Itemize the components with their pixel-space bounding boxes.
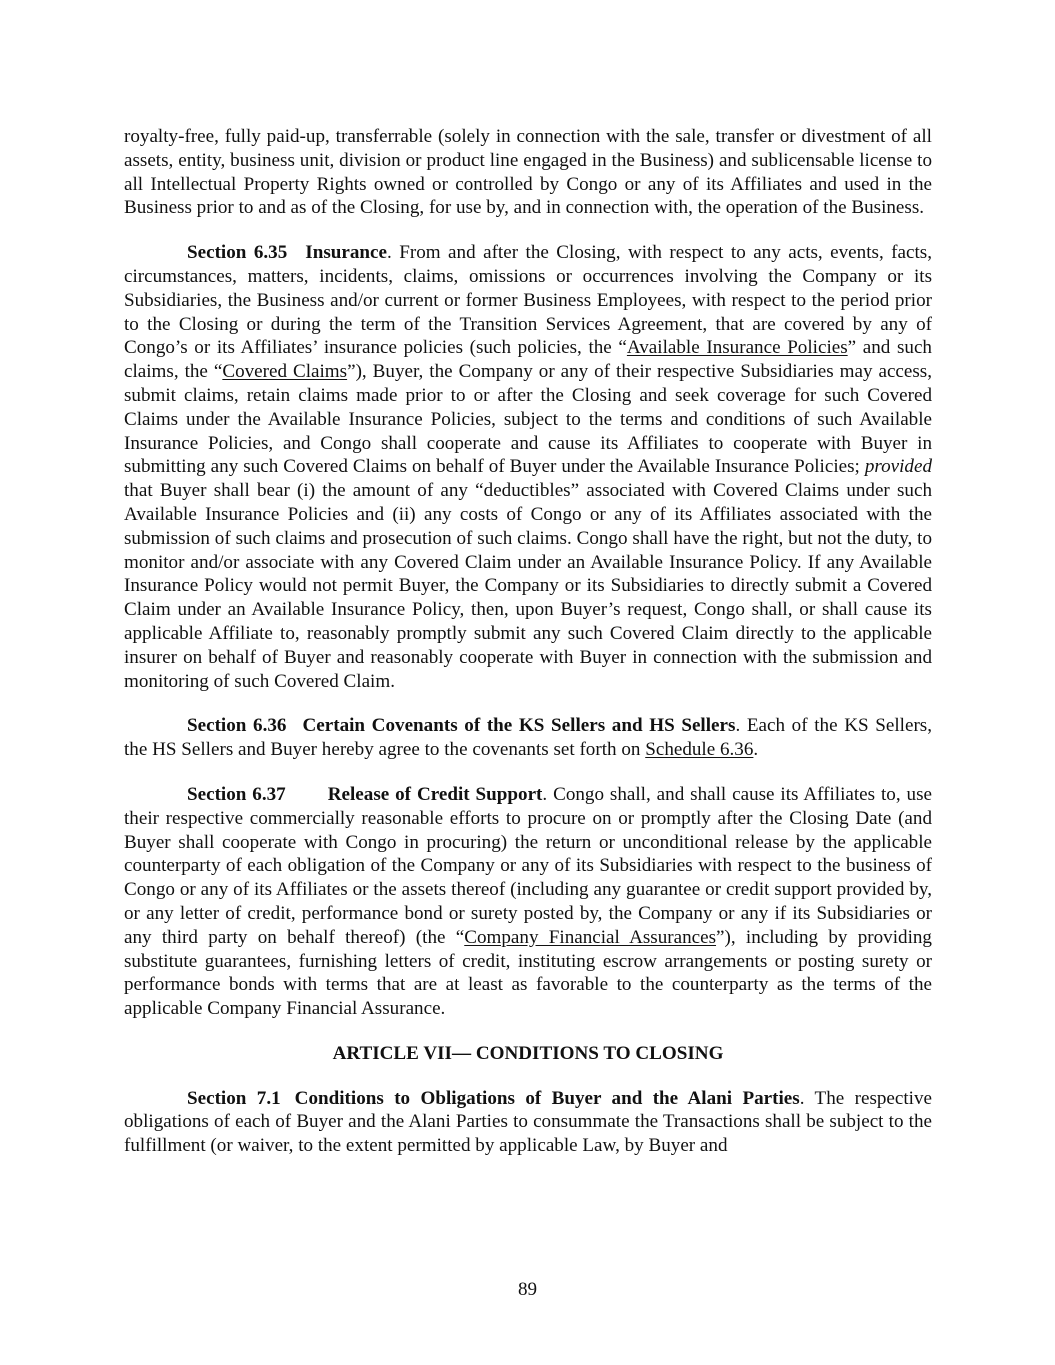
- section-6-37-title: Release of Credit Support: [327, 783, 543, 805]
- section-6-35-paragraph: [124, 241, 932, 693]
- section-6-37-text: ”), including by providing substitute guarantees, furnishing letters of credit, instituting escrow arrangements or posting surety or performance bonds with terms that are at least as favorable to the counterparty as the terms of the applicable Company Financial Assurance.: [124, 926, 932, 1020]
- section-6-36-text: . Each of the KS Sellers, the HS Sellers and Buyer hereby agree to the covenants set forth on: [124, 715, 933, 761]
- section-6-37-paragraph: [124, 783, 932, 1021]
- section-6-36-text: .: [753, 739, 759, 761]
- section-6-35-text: ” and such claims, the “: [124, 337, 932, 383]
- intro-paragraph: [124, 125, 932, 220]
- section-6-35-text: that Buyer shall bear (i) the amount of any “deductibles” associated with Covered Claims under such Available Insurance Policies and (ii) any costs of Congo or any of its Affiliates associated with the submission of such claims and prosecution of such claims. Congo shall have the right, but not the duty, to monitor and/or associate with any Covered Claim under an Available Insurance Policy. If any Available Insurance Policy would not permit Buyer, the Company or its Subsidiaries to directly submit a Covered Claim under an Available Insurance Policy, then, upon Buyer’s request, Congo shall, or shall cause its applicable Affiliate to, reasonably promptly submit any such Covered Claim directly to the applicable insurer on behalf of Buyer and reasonably cooperate with Buyer in connection with the submission and monitoring of such Covered Claim.: [124, 480, 932, 692]
- document-body: [124, 125, 932, 1158]
- section-6-37-number: Section 6.37: [187, 783, 286, 805]
- section-6-35-number: Section 6.35: [187, 242, 288, 264]
- intro-text: royalty-free, fully paid-up, transferrable (solely in connection with the sale, transfer or divestment of all assets, entity, business unit, division or product line engaged in the Business) and sublicensable license to all Intellectual Property Rights owned or controlled by Congo or any of its Affiliates and used in the Business prior to and as of the Closing, for use by, and in connection with, the operation of the Business.: [124, 126, 932, 219]
- article-heading: ARTICLE VII— CONDITIONS TO CLOSING: [332, 1042, 724, 1064]
- section-6-37-text: . Congo shall, and shall cause its Affiliates to, use their respective commercially reasonable efforts to procure on or promptly after the Closing Date (and Buyer shall cooperate with Congo in procuring) the return or unconditional release by the applicable counterparty of each obligation of the Company or any of its Subsidiaries with respect to the business of Congo or any of its Affiliates or the assets thereof (including any guarantee or credit support provided by, or any letter of credit, performance bond or surety posted by, the Company or any if its Subsidiaries or any third party on behalf thereof) (the “: [124, 783, 932, 948]
- section-6-36-paragraph: [124, 714, 932, 762]
- section-6-36-number: Section 6.36: [187, 715, 287, 737]
- defined-term-available-insurance-policies: Available Insurance Policies: [626, 337, 848, 359]
- section-6-35-text: ”), Buyer, the Company or any of their respective Subsidiaries may access, submit claims, retain claims made prior to or after the Closing and seek coverage for such Covered Claims under the Available Insurance Policies, subject to the terms and conditions of such Available Insurance Policies, and Congo shall cooperate and cause its Affiliates to cooperate with Buyer in submitting any such Covered Claims on behalf of Buyer under the Available Insurance Policies;: [124, 361, 933, 478]
- section-6-35-title: Insurance: [305, 242, 387, 264]
- schedule-6-36-reference: Schedule 6.36: [645, 739, 754, 761]
- page-number: 89: [517, 1279, 538, 1300]
- section-6-36-title: Certain Covenants of the KS Sellers and HS Sellers: [302, 715, 736, 737]
- section-6-35-text: . From and after the Closing, with respect to any acts, events, facts, circumstances, matters, incidents, claims, omissions or occurrences involving the Company or its Subsidiaries, the Business and/or current or former Business Employees, with respect to the period prior to the Closing or during the term of the Transition Services Agreement, that are covered by any of Congo’s or its Affiliates’ insurance policies (such policies, the “: [124, 242, 932, 359]
- section-7-1-title: Conditions to Obligations of Buyer and the Alani Parties: [294, 1087, 800, 1109]
- defined-term-company-financial-assurances: Company Financial Assurances: [464, 926, 717, 948]
- section-7-1-paragraph: [124, 1087, 932, 1158]
- section-7-1-text: . The respective obligations of each of Buyer and the Alani Parties to consummate the Transactions shall be subject to the fulfillment (or waiver, to the extent permitted by applicable Law, by Buyer and: [124, 1087, 933, 1157]
- defined-term-covered-claims: Covered Claims: [222, 361, 348, 383]
- provided-italic: provided: [864, 456, 932, 478]
- section-7-1-number: Section 7.1: [187, 1087, 281, 1109]
